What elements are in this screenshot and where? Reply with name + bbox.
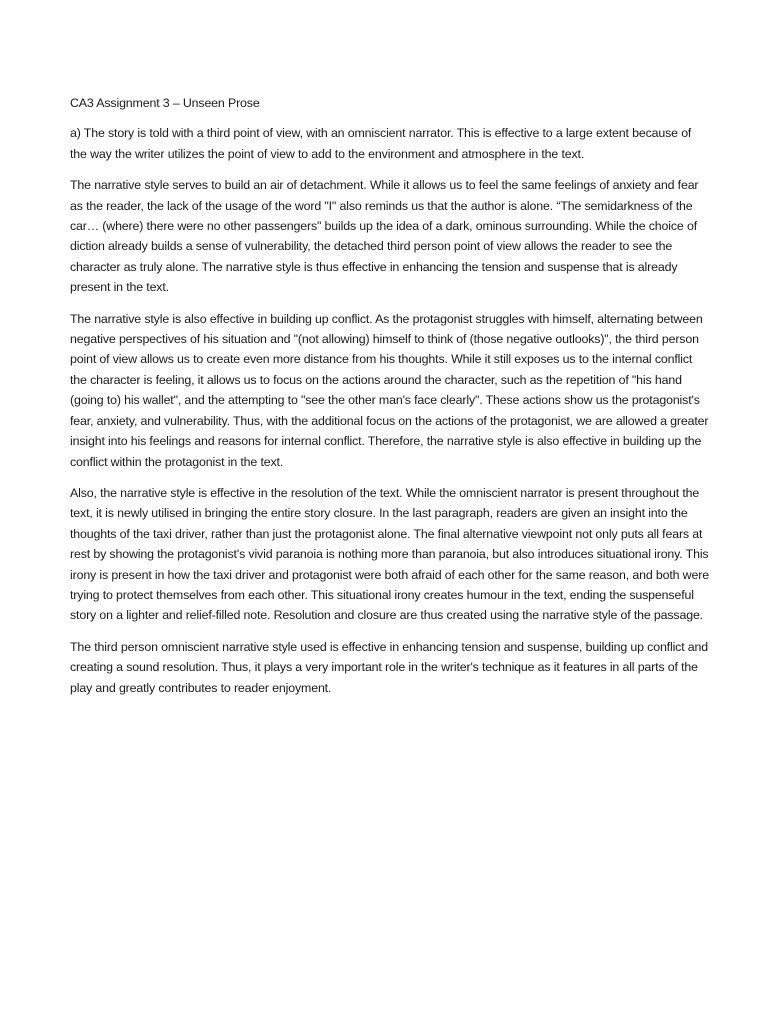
paragraph-conflict: The narrative style is also effective in building up conflict. As the protagonist struggles with himself, alternating between negative perspectives of his situation and "(not allowing) himself to think of (those negative outlooks)", the third person point of view allows us to create even more distance from his thoughts. While it still exposes us to the internal conflict the character is feeling, it allows us to focus on the actions around the character, such as the repetition of "his hand (going to) his wallet", and the attempting to "see the other man's face clearly". These actions show us the protagonist's fear, anxiety, and vulnerability. Thus, with the additional focus on the actions of the protagonist, we are allowed a greater insight into his feelings and reasons for internal conflict. Therefore, the narrative style is also effective in building up the conflict within the protagonist in the text. [70, 311, 709, 469]
paragraph-resolution: Also, the narrative style is effective in the resolution of the text. While the omniscient narrator is present throughout the text, it is newly utilised in bringing the entire story closure. In the last paragraph, readers are given an insight into the thoughts of the taxi driver, rather than just the protagonist alone. The final alternative viewpoint not only puts all fears at rest by showing the protagonist's vivid paranoia is nothing more than paranoia, but also introduces situational irony. This irony is present in how the taxi driver and protagonist were both afraid of each other for the same reason, and both were trying to protect themselves from each other. This situational irony creates humour in the text, ending the suspenseful story on a lighter and relief-filled note. Resolution and closure are thus created using the narrative style of the passage. [70, 485, 709, 623]
document-body [70, 93, 710, 709]
document-title: CA3 Assignment 3 – Unseen Prose [70, 96, 260, 110]
paragraph-detachment: The narrative style serves to build an air of detachment. While it allows us to feel the same feelings of anxiety and fear as the reader, the lack of the usage of the word "I" also reminds us that the author is alone. “The semidarkness of the car… (where) there were no other passengers" builds up the idea of a dark, ominous surrounding. While the choice of diction already builds a sense of vulnerability, the detached third person point of view allows the reader to see the character as truly alone. The narrative style is thus effective in enhancing the tension and suspense that is already present in the text. [70, 178, 699, 295]
paragraph-conclusion: The third person omniscient narrative style used is effective in enhancing tension and suspense, building up conflict and creating a sound resolution. Thus, it plays a very important role in the writer's technique as it features in all parts of the play and greatly contributes to reader enjoyment. [70, 639, 709, 695]
paragraph-intro: a) The story is told with a third point of view, with an omniscient narrator. This is effective to a large extent because of the way the writer utilizes the point of view to add to the environment and atmosphere in the text. [70, 126, 692, 161]
